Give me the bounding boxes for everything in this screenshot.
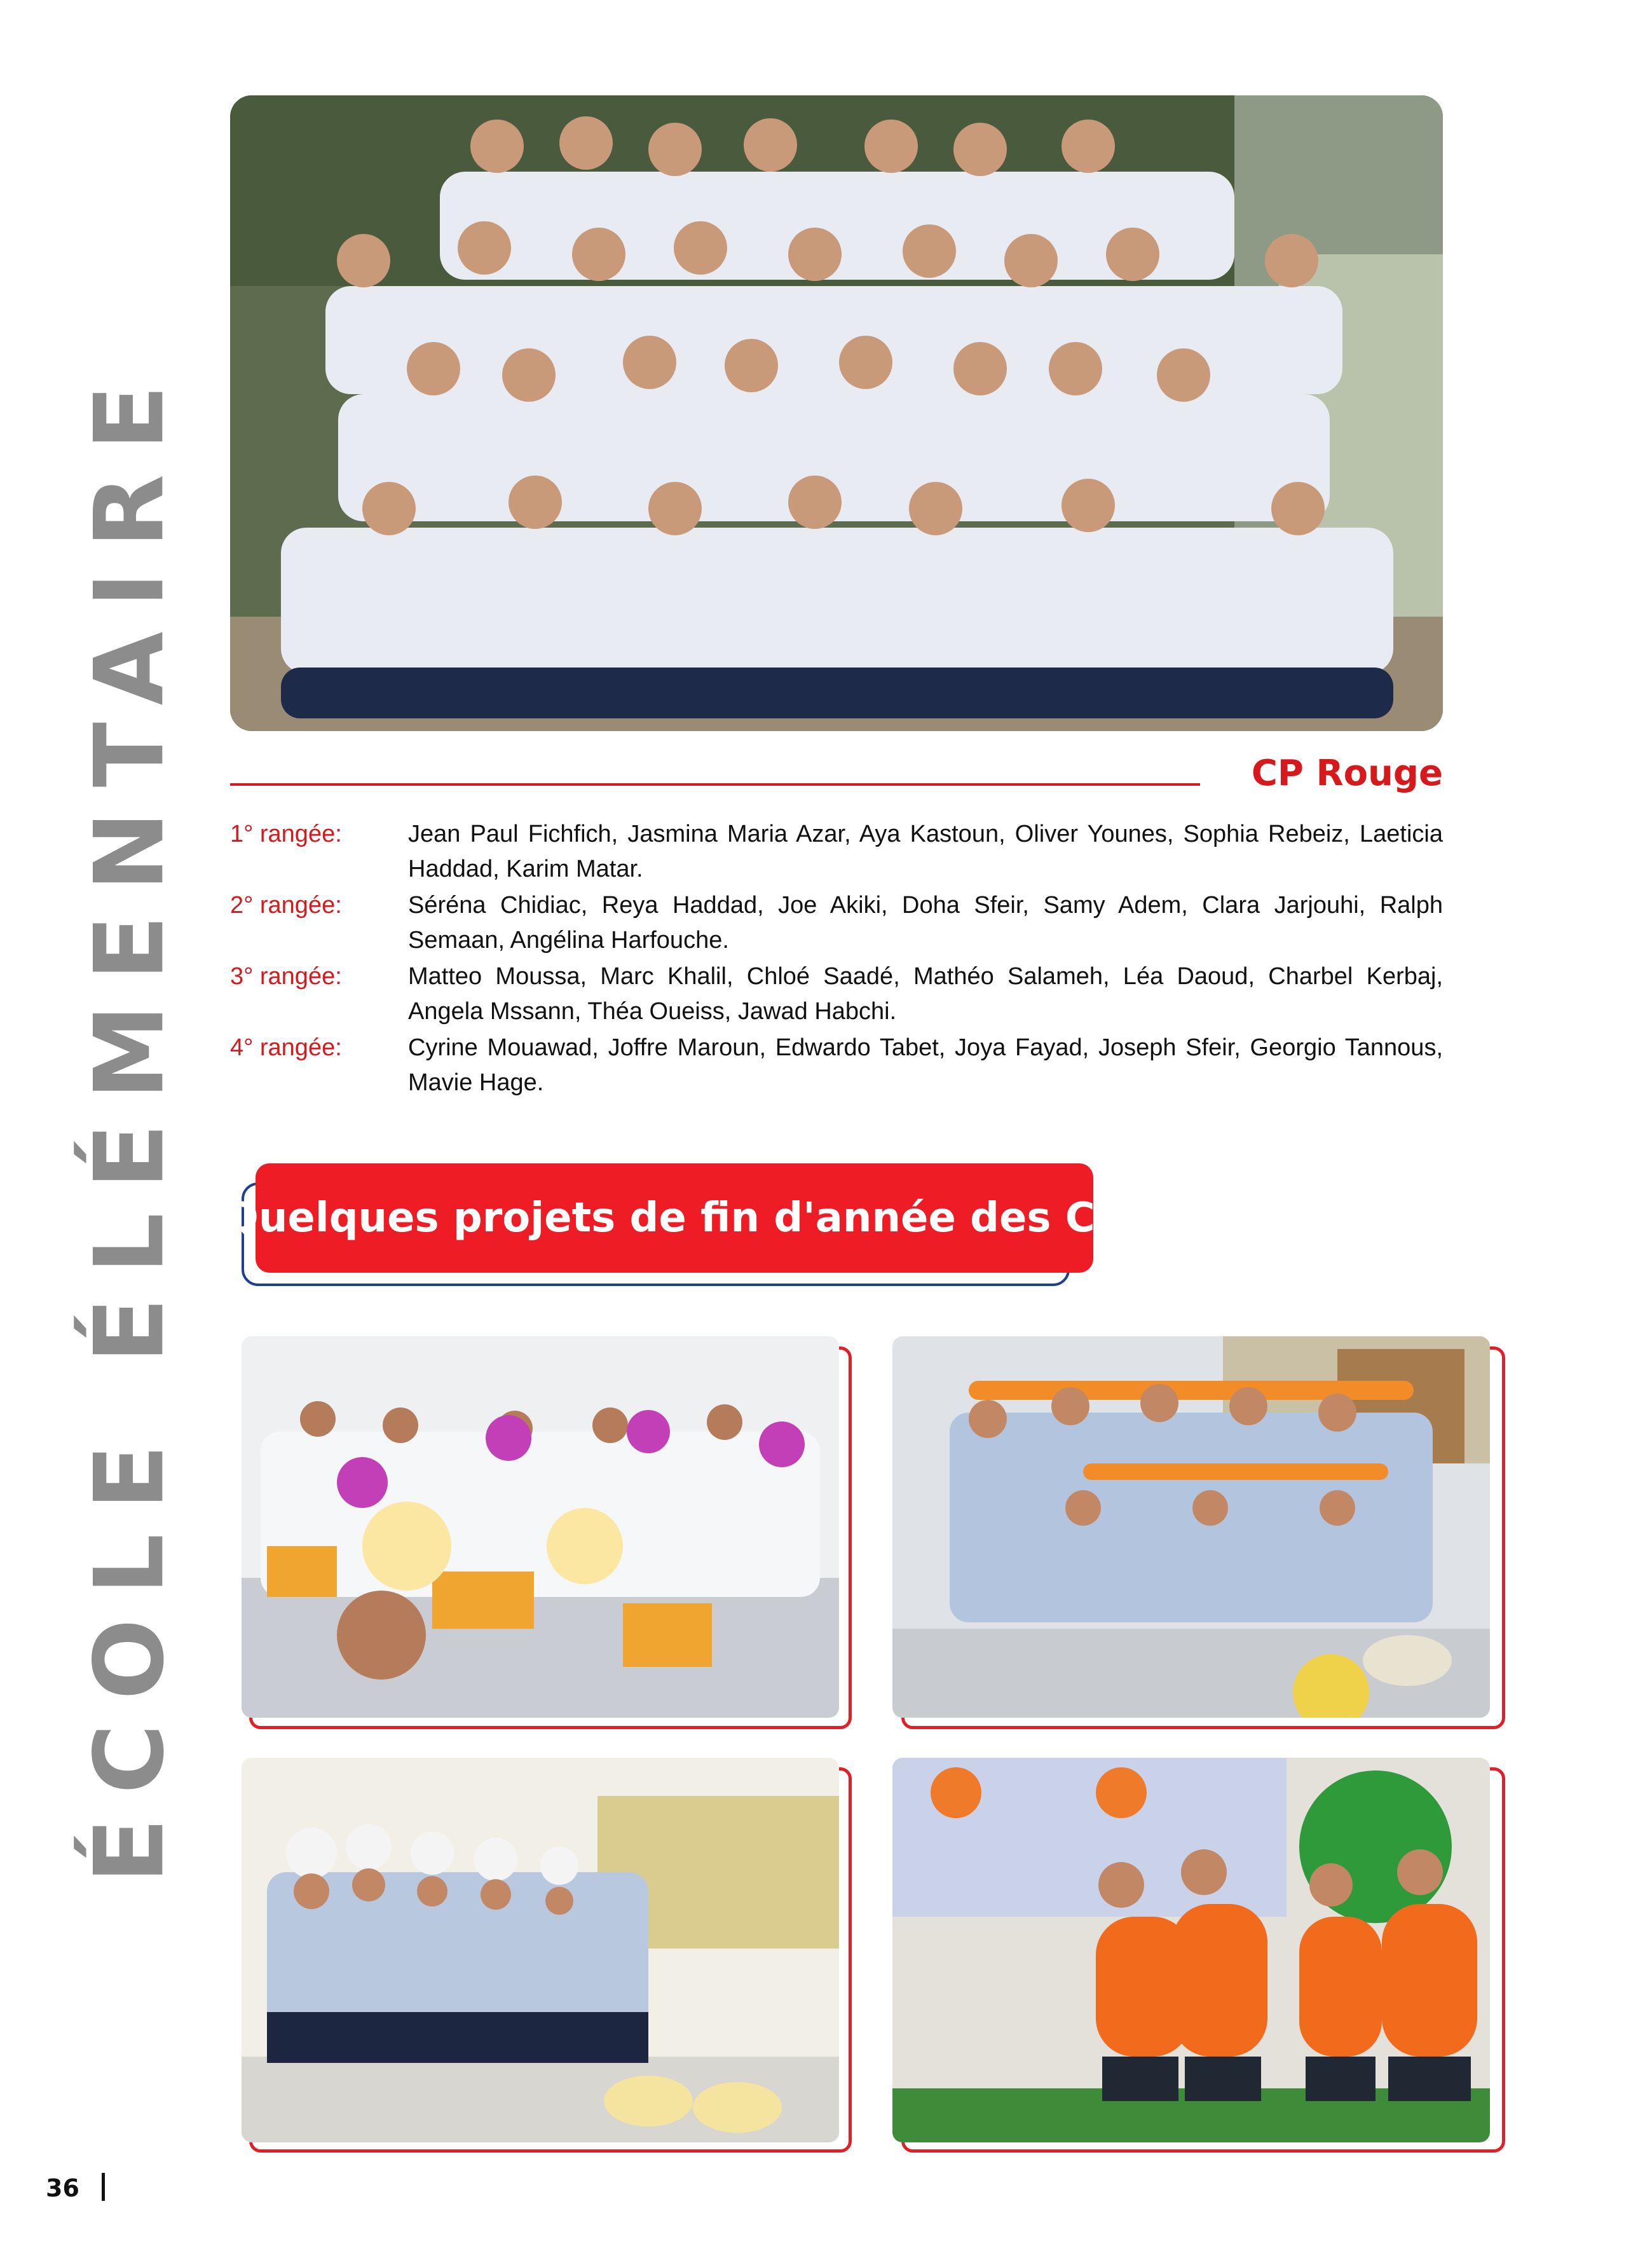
class-group-photo <box>230 95 1443 731</box>
row-label: 3° rangée: <box>230 963 342 990</box>
row-3 <box>230 959 1443 1029</box>
project-photo-library <box>892 1336 1490 1718</box>
projects-banner <box>224 1163 1125 1291</box>
section-side-title: ÉCOLE ÉLÉMENTAIRE <box>74 360 186 1884</box>
banner-label-box <box>224 1163 1125 1273</box>
page-number: 36 <box>46 2174 79 2202</box>
row-label: 4° rangée: <box>230 1034 342 1061</box>
class-title: CP Rouge <box>1251 753 1443 794</box>
row-names: Jean Paul Fichfich, Jasmina Maria Azar, Aya Kastoun, Oliver Younes, Sophia Rebeiz, Laeticia Haddad, Karim Matar. <box>408 821 1443 882</box>
row-label: 2° rangée: <box>230 892 342 919</box>
row-4 <box>230 1031 1443 1100</box>
title-rule <box>230 783 1200 786</box>
banner-label: Quelques projets de fin d'année des CP <box>224 1195 1125 1242</box>
student-rows <box>230 817 1443 1102</box>
project-photo-tooth-masks <box>242 1758 839 2142</box>
project-photo-dance <box>242 1336 839 1718</box>
row-names: Séréna Chidiac, Reya Haddad, Joe Akiki, Doha Sfeir, Samy Adem, Clara Jarjouhi, Ralph Semaan, Angélina Harfouche. <box>408 892 1443 954</box>
row-label: 1° rangée: <box>230 821 342 847</box>
row-1 <box>230 817 1443 887</box>
row-names: Matteo Moussa, Marc Khalil, Chloé Saadé, Mathéo Salameh, Léa Daoud, Charbel Kerbaj, Angela Mssann, Théa Oueiss, Jawad Habchi. <box>408 963 1443 1025</box>
project-photo-orange-costumes <box>892 1758 1490 2142</box>
row-names: Cyrine Mouawad, Joffre Maroun, Edwardo Tabet, Joya Fayad, Joseph Sfeir, Georgio Tannous, Mavie Hage. <box>408 1034 1443 1096</box>
page-number-divider <box>102 2173 105 2201</box>
class-title-row <box>230 750 1443 807</box>
row-2 <box>230 888 1443 958</box>
